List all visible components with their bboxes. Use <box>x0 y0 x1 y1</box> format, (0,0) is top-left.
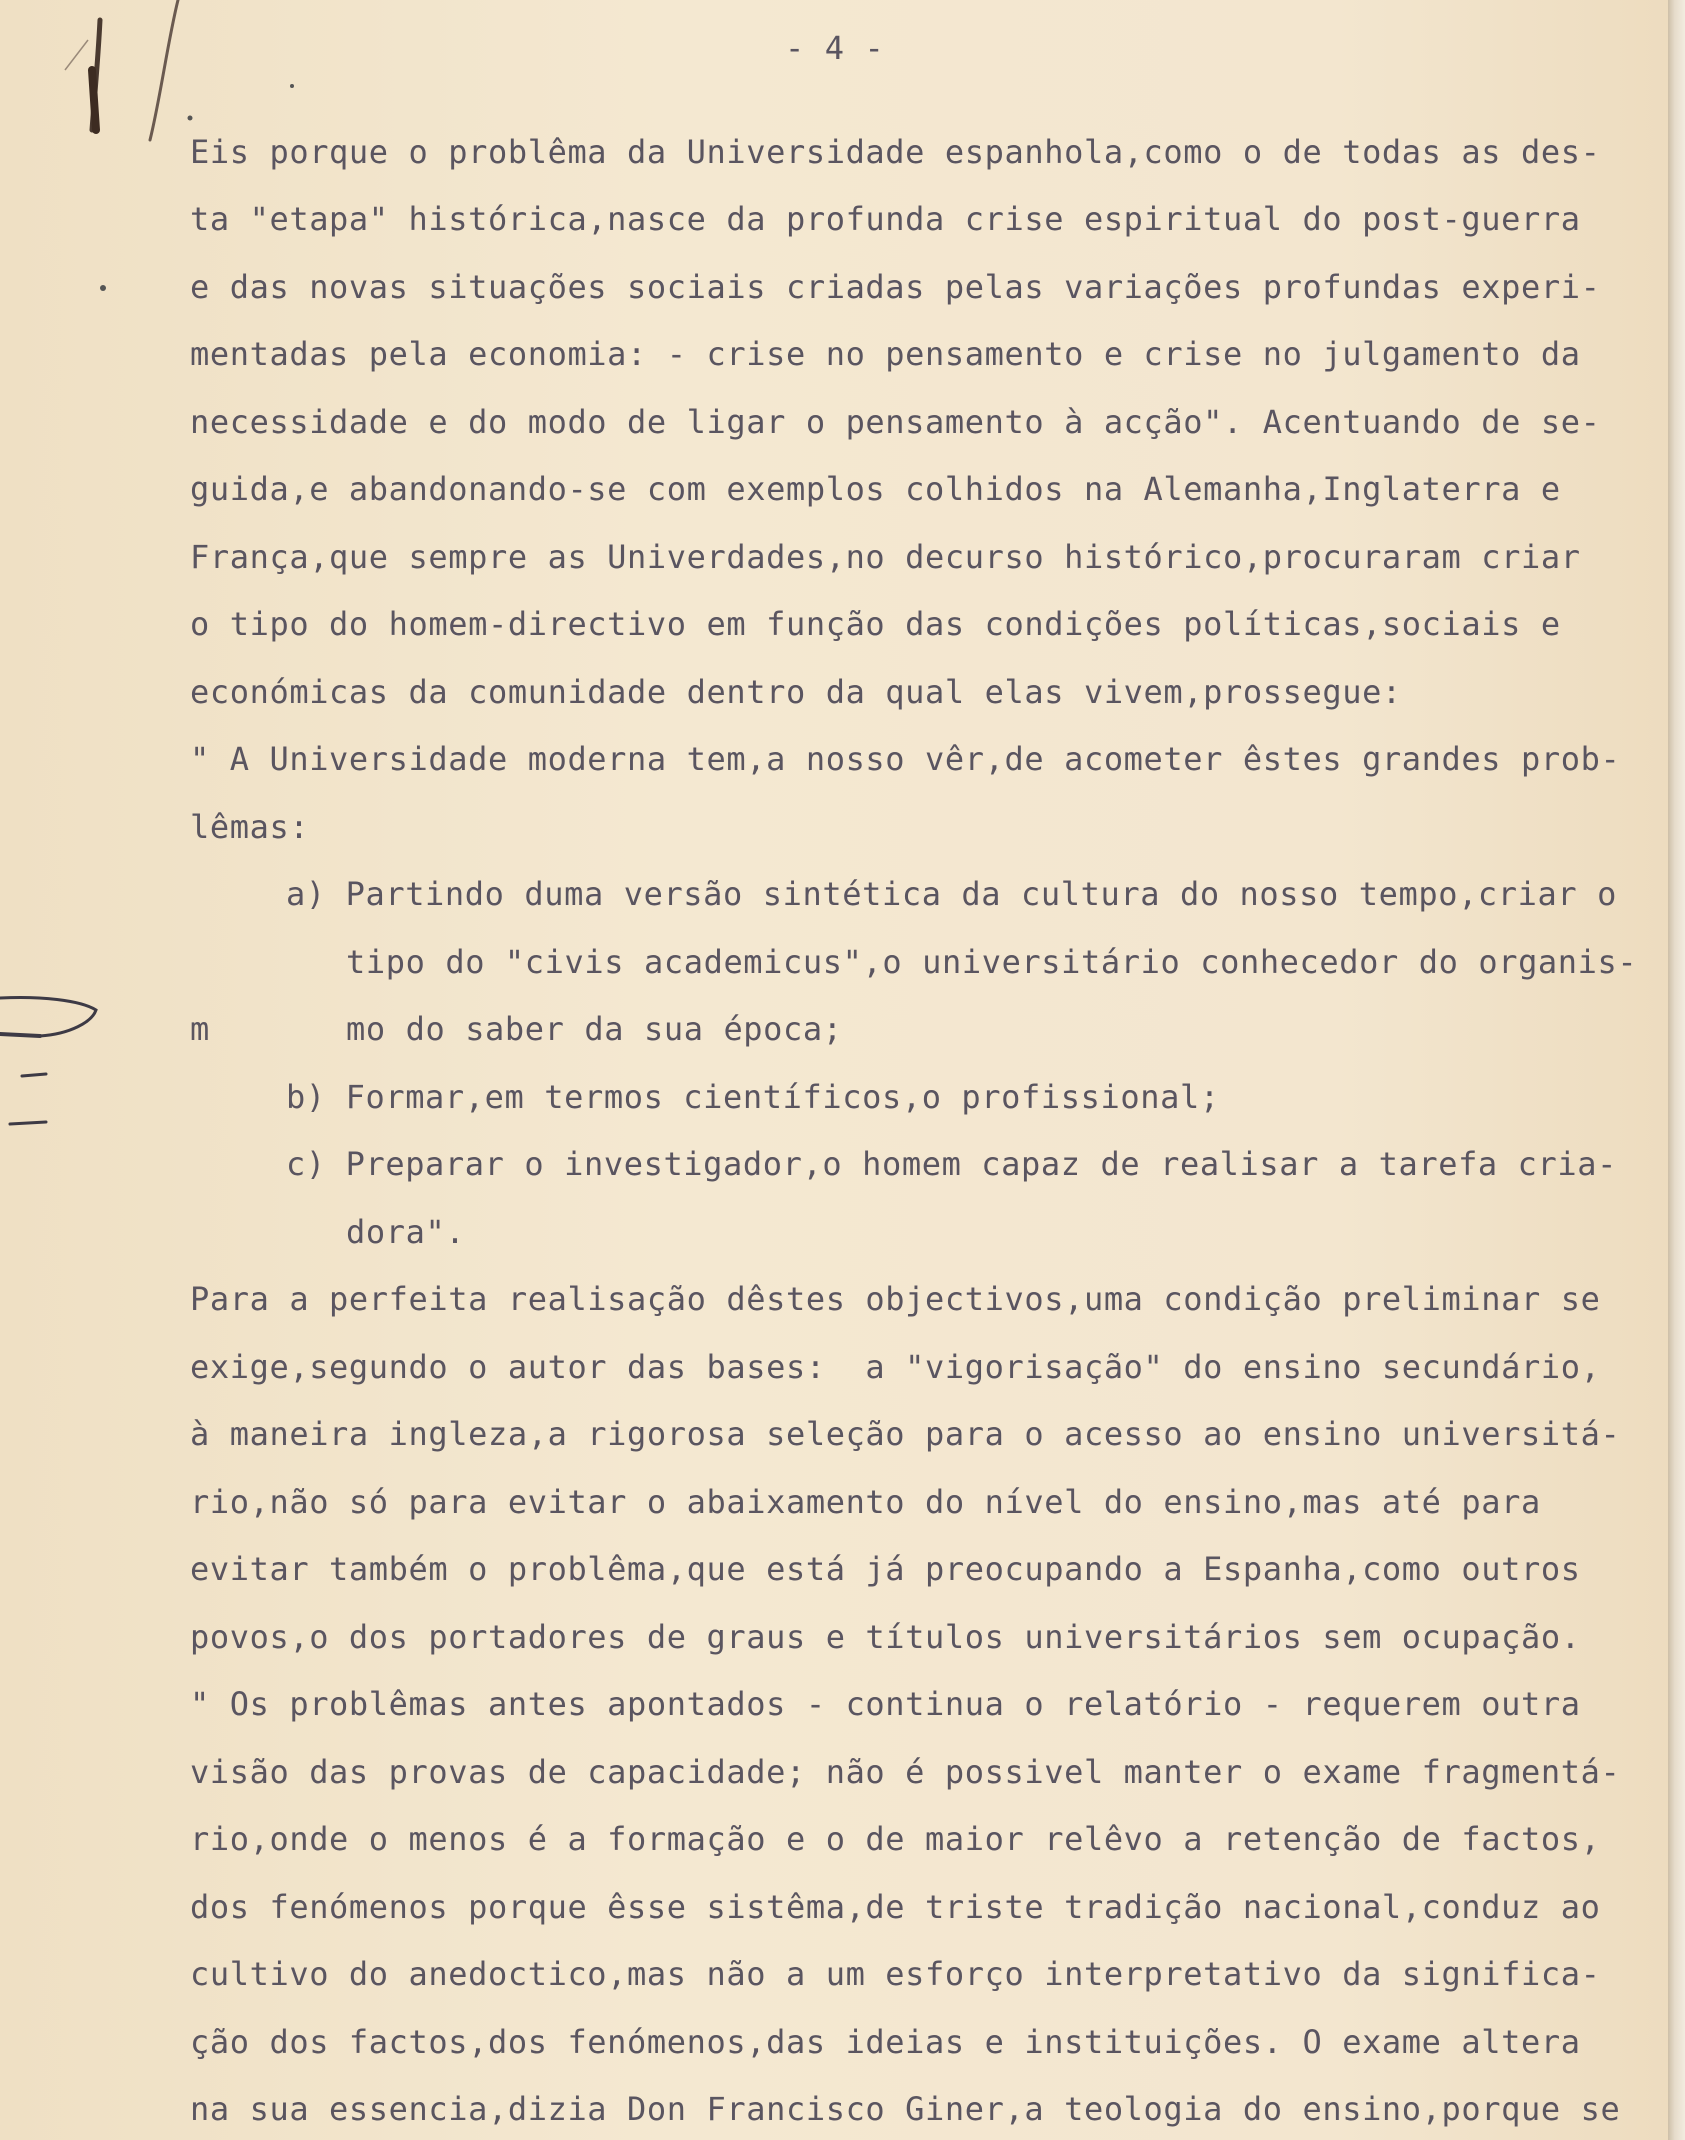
text-line: cultivo do anedoctico,mas não a um esforço interpretativo da significa- <box>190 1955 1601 1993</box>
text-line: mentadas pela economia: - crise no pensamento e crise no julgamento da <box>190 335 1581 373</box>
text-line: evitar também o problêma,que está já preocupando a Espanha,como outros <box>190 1550 1581 1588</box>
text-line: lêmas: <box>190 808 310 846</box>
list-item-a-continued: tipo do "civis academicus",o universitário conhecedor do organis- <box>346 943 1638 981</box>
text-line: Eis porque o problêma da Universidade espanhola,como o de todas as des- <box>190 133 1601 171</box>
text-line: " Os problêmas antes apontados - continua o relatório - requerem outra <box>190 1685 1581 1723</box>
list-item-a: a) Partindo duma versão sintética da cultura do nosso tempo,criar o <box>286 875 1617 913</box>
list-item-b: b) Formar,em termos científicos,o profissional; <box>286 1078 1220 1116</box>
text-line: necessidade e do modo de ligar o pensamento à acção". Acentuando de se- <box>190 403 1601 441</box>
text-line: guida,e abandonando-se com exemplos colhidos na Alemanha,Inglaterra e <box>190 470 1561 508</box>
text-line: exige,segundo o autor das bases: a "vigorisação" do ensino secundário, <box>190 1348 1601 1386</box>
list-item-c-continued: dora". <box>346 1213 466 1251</box>
text-line: na sua essencia,dizia Don Francisco Giner,a teologia do ensino,porque se <box>190 2090 1621 2128</box>
text-line: ção dos factos,dos fenómenos,das ideias e instituições. O exame altera <box>190 2023 1581 2061</box>
text-line: visão das provas de capacidade; não é possivel manter o exame fragmentá- <box>190 1753 1621 1791</box>
margin-letter: m <box>190 1010 210 1048</box>
text-line: à maneira ingleza,a rigorosa seleção para o acesso ao ensino universitá- <box>190 1415 1621 1453</box>
page-number: - 4 - <box>785 29 885 67</box>
list-item-c: c) Preparar o investigador,o homem capaz de realisar a tarefa cria- <box>286 1145 1617 1183</box>
text-line: económicas da comunidade dentro da qual elas vivem,prossegue: <box>190 673 1402 711</box>
text-line: Para a perfeita realisação dêstes objectivos,uma condição preliminar se <box>190 1280 1601 1318</box>
text-line: " A Universidade moderna tem,a nosso vêr,de acometer êstes grandes prob- <box>190 740 1621 778</box>
text-line: rio,onde o menos é a formação e o de maior relêvo a retenção de factos, <box>190 1820 1601 1858</box>
list-item-a-continued: mo do saber da sua época; <box>346 1010 843 1048</box>
text-line: ta "etapa" histórica,nasce da profunda crise espiritual do post-guerra <box>190 200 1581 238</box>
text-line: rio,não só para evitar o abaixamento do nível do ensino,mas até para <box>190 1483 1541 1521</box>
text-line: e das novas situações sociais criadas pelas variações profundas experi- <box>190 268 1601 306</box>
text-line: povos,o dos portadores de graus e títulos universitários sem ocupação. <box>190 1618 1581 1656</box>
text-line: dos fenómenos porque êsse sistêma,de triste tradição nacional,conduz ao <box>190 1888 1601 1926</box>
text-line: França,que sempre as Univerdades,no decurso histórico,procuraram criar <box>190 538 1581 576</box>
text-line: o tipo do homem-directivo em função das condições políticas,sociais e <box>190 605 1561 643</box>
